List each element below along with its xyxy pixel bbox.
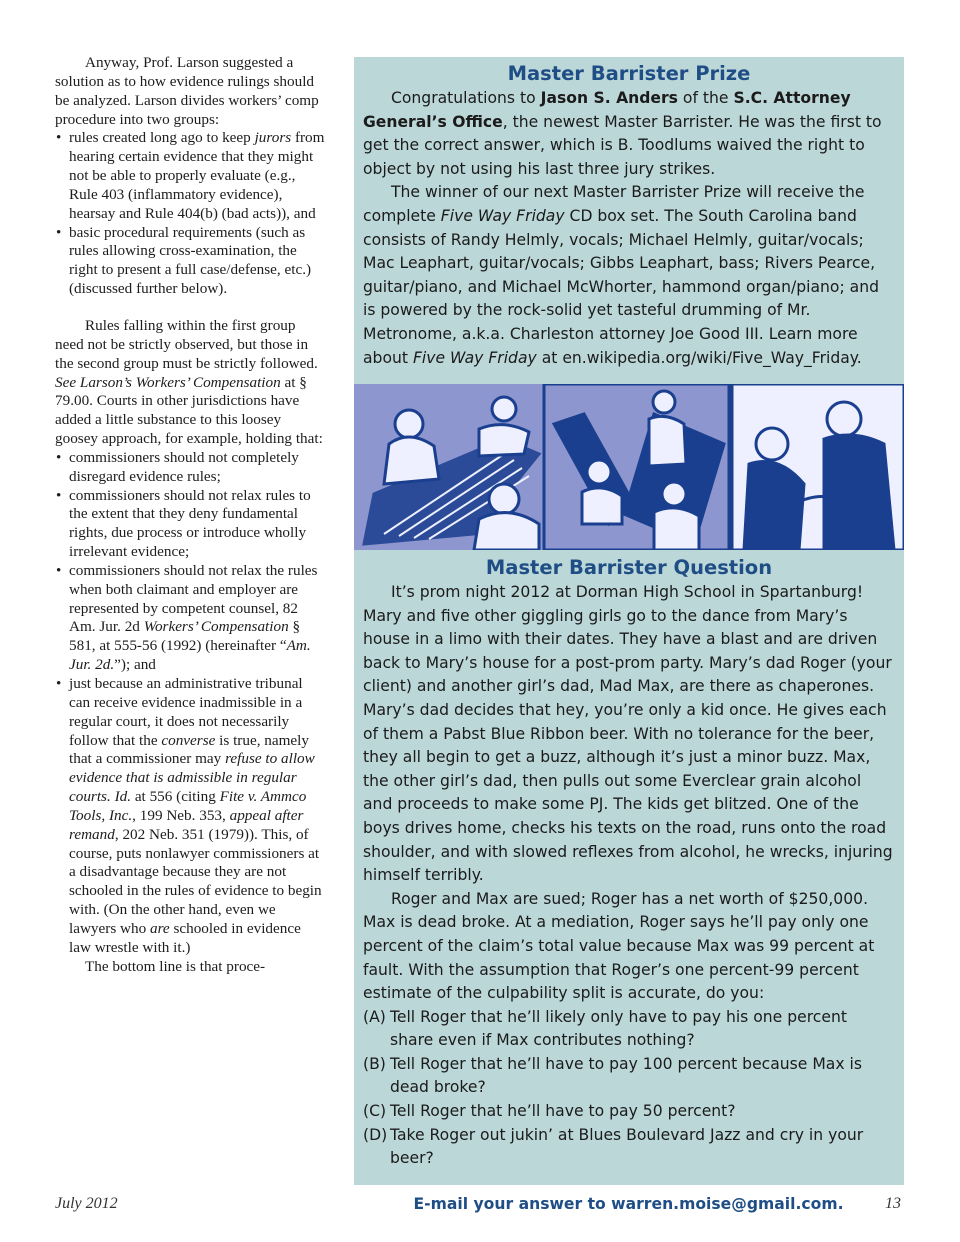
list-item: • commissioners should not completely disregard evidence rules; — [55, 449, 325, 487]
left-column — [55, 54, 325, 977]
paragraph: The bottom line is that proce- — [85, 957, 266, 975]
bowing-figures-scene — [732, 384, 904, 550]
question-paragraph: Roger and Max are sued; Roger has a net worth of $250,000. Max is dead broke. At a mediation, Roger says he’ll pay only one percent of the claim’s total value because Max was 99 percent at fault. With the assumption that Roger’s one percent-99 percent estimate of the culpability split is accurate, do you: — [363, 889, 875, 1003]
list-item: • commissioners should not relax the rules when both claimant and employer are represented by competent counsel, 82 Am. Jur. 2d Workers’ Compensation § 581, at 555-56 (1992) (hereinafter “Am. Jur. 2d.”); and — [55, 562, 325, 675]
question-title: Master Barrister Question — [485, 556, 773, 579]
courtroom-illustration — [354, 384, 904, 550]
list-item: • just because an administrative tribunal can receive evidence inadmissible in a regular court, it does not necessarily follow that the converse is true, namely that a commissioner may refuse to allow evidence that is admissible in regular courts. Id. at 556 (citing Fite v. Ammco Tools, Inc., 199 Neb. 353, appeal after remand, 202 Neb. 351 (1979)). This, of course, puts nonlawyer commissioners at a disadvantage because they are not schooled in the rules of evidence to begin with. (On the other hand, even we lawyers who are schooled in evidence law wrestle with it.) — [55, 675, 325, 958]
list-item: • basic procedural requirements (such as rules allowing cross-examination, the right to present a full case/defense, etc.) (discussed further below). — [55, 224, 325, 299]
prize-section — [354, 61, 904, 370]
illustration-svg — [354, 384, 904, 550]
list-item: • commissioners should not relax rules to the extent that they deny fundamental rights, due process or introduce wholly irrelevant evidence; — [55, 487, 325, 562]
question-paragraph: It’s prom night 2012 at Dorman High School in Spartanburg! Mary and five other giggling girls go to the dance from Mary’s house in a limo with their dates. They have a blast and are driven back to Mary’s house for a post-prom party. Mary’s dad Roger (your client) and another girl’s dad, Mad Max, are there as chaperones. Mary’s dad decides that hey, you’re only a kid once. He gives each of them a Pabst Blue Ribbon beer. With no tolerance for the beer, they all begin to get a buzz, although it’s just a minor buzz. Max, the other girl’s dad, then pulls out some Everclear grain alcohol and proceeds to make some PJ. The kids get blitzed. One of the boys drives home, checks his texts on the road, runs onto the road shoulder, and with slowed reflexes from alcohol, he wrecks, injuring himself terribly. — [363, 583, 893, 885]
page-number: 13 — [885, 1195, 901, 1212]
answer-option: (D) Take Roger out jukin’ at Blues Boulevard Jazz and cry in your beer? — [363, 1125, 864, 1168]
answer-option: (B) Tell Roger that he’ll have to pay 100 percent because Max is dead broke? — [363, 1054, 863, 1097]
prize-paragraph: Congratulations to Jason S. Anders of the S.C. Attorney General’s Office, the newest Master Barrister. He was the first to get the correct answer, which is B. Toodlums waived the right to object by not using his last three jury strikes. — [363, 89, 882, 178]
holdings-list — [55, 449, 325, 958]
answer-option: (A) Tell Roger that he’ll likely only have to pay his one percent share even if Max contributes nothing? — [363, 1007, 847, 1050]
list-item: • rules created long ago to keep jurors from hearing certain evidence that they might not be able to properly evaluate (e.g., Rule 403 (inflammatory evidence), hearsay and Rule 404(b) (bad acts)), and — [55, 129, 325, 223]
question-section — [354, 551, 904, 1216]
answer-option: (C) Tell Roger that he’ll have to pay 50 percent? — [363, 1102, 736, 1121]
prize-paragraph: The winner of our next Master Barrister Prize will receive the complete Five Way Friday CD box set. The South Carolina band consists of Randy Helmly, vocals; Michael Helmly, guitar/vocals; Mac Leaphart, guitar/vocals; Gibbs Leaphart, bass; Rivers Pearce, guitar/piano, and Michael McWhorter, hammond organ/piano; and is powered by the rock-solid yet tasteful drumming of Mr. Metronome, a.k.a. Charleston attorney Joe Good III. Learn more about Five Way Friday at en.wikipedia.org/wiki/Five_Way_Friday. — [363, 183, 879, 367]
footer-date: July 2012 — [55, 1195, 118, 1212]
procedure-groups-list — [55, 129, 325, 299]
paragraph: Rules falling within the first group need not be strictly observed, but those in the second group must be strictly followed. See Larson’s Workers’ Compensation at § 79.00. Courts in other jurisdictions have added a little substance to this loosey goosey approach, for example, holding that: — [55, 316, 323, 448]
paragraph: Anyway, Prof. Larson suggested a solution as to how evidence rulings should be analyzed. Larson divides workers’ comp procedure into two groups: — [55, 54, 319, 128]
email-answer-line: E-mail your answer to warren.moise@gmail.com. — [413, 1194, 844, 1213]
handshake-scene — [544, 384, 729, 550]
prize-title: Master Barrister Prize — [507, 62, 751, 85]
